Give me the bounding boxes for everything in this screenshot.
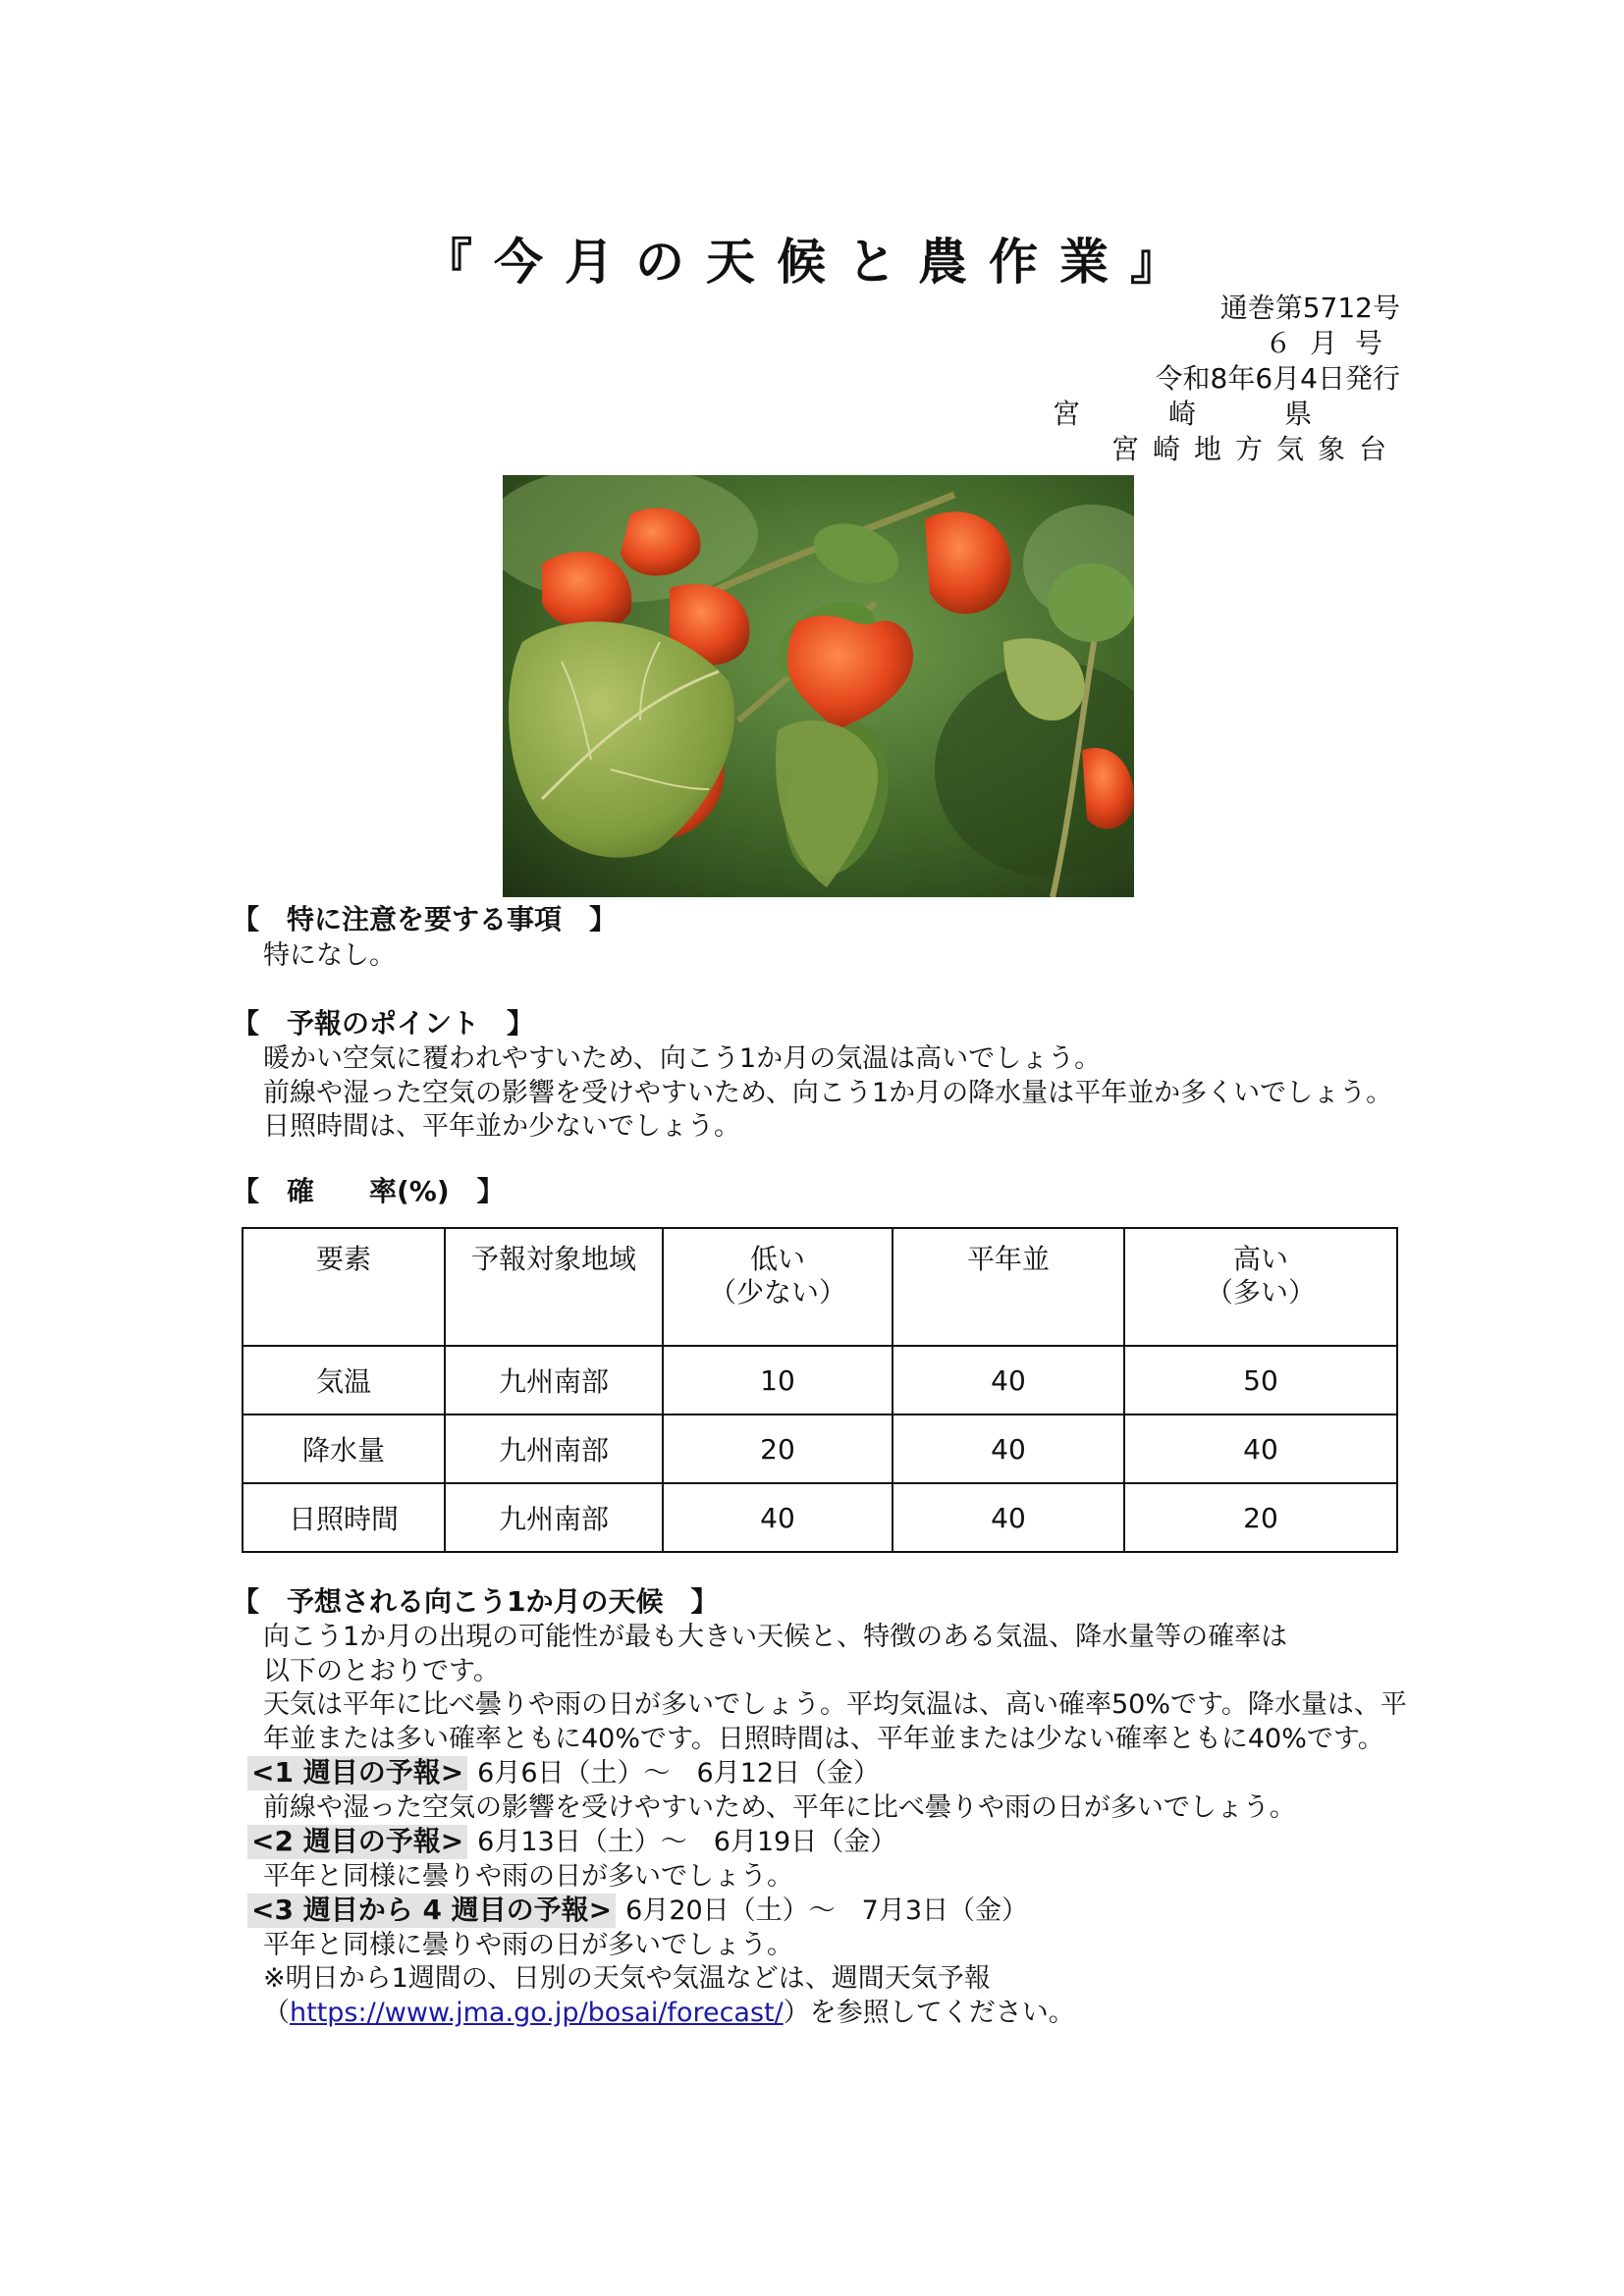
monthly-weather-heading: 【 予想される向こう1か月の天候 】 (232, 1585, 719, 1618)
normal-prob-cell: 40 (893, 1483, 1124, 1552)
high-prob-cell: 50 (1124, 1346, 1397, 1415)
probability-heading: 【 確 率(%) 】 (232, 1175, 505, 1207)
forecast-point-line: 暖かい空気に覆われやすいため、向こう1か月の気温は高いでしょう。 (263, 1043, 1102, 1074)
region-cell: 九州南部 (445, 1415, 663, 1483)
attention-heading: 【 特に注意を要する事項 】 (232, 903, 618, 935)
column-header: 予報対象地域 (445, 1228, 663, 1346)
week-2-text: 平年と同様に曇りや雨の日が多いでしょう。 (263, 1860, 793, 1892)
intro-line: 以下のとおりです。 (263, 1655, 500, 1686)
issue-info (1053, 291, 1400, 467)
note-url-line (263, 1997, 1407, 2031)
intro-line: 年並または多い確率ともに40%です。日照時間は、平年並または少ない確率ともに40%です。 (263, 1723, 1384, 1754)
publish-date: 令和8年6月4日発行 (1155, 362, 1400, 395)
low-prob-cell: 10 (663, 1346, 893, 1415)
element-cell: 降水量 (243, 1415, 445, 1483)
forecast-point-line: 日照時間は、平年並か少ないでしょう。 (263, 1111, 740, 1142)
issue-month: ６月号 (1264, 327, 1400, 359)
column-header: 低い （少ない） (663, 1228, 893, 1346)
week-3-4-text: 平年と同様に曇りや雨の日が多いでしょう。 (263, 1929, 793, 1960)
prefecture-name: 宮崎県 (1052, 398, 1400, 430)
week-1-dates: 6月6日（土）～ 6月12日（金） (477, 1758, 881, 1789)
normal-prob-cell: 40 (893, 1415, 1124, 1483)
attention-body: 特になし。 (263, 940, 396, 971)
week-1-text: 前線や湿った空気の影響を受けやすいため、平年に比べ曇りや雨の日が多いでしょう。 (263, 1791, 1296, 1823)
probability-table (242, 1227, 1398, 1553)
note-close-text: ）を参照してください。 (783, 1997, 1075, 2028)
forecast-points-body (263, 1042, 1392, 1145)
region-cell: 九州南部 (445, 1346, 663, 1415)
element-cell: 日照時間 (243, 1483, 445, 1552)
week-3-4-header (251, 1894, 1407, 1929)
week-1-header (251, 1756, 1407, 1791)
note-open-paren: （ (263, 1997, 290, 2028)
forecast-point-line: 前線や湿った空気の影響を受けやすいため、向こう1か月の降水量は平年並か多くいでしょう。 (263, 1077, 1393, 1108)
table-row (243, 1346, 1397, 1415)
chinese-lantern-photo (503, 475, 1134, 897)
intro-line: 向こう1か月の出現の可能性が最も大きい天候と、特徴のある気温、降水量等の確率は (263, 1622, 1288, 1652)
column-header: 平年並 (893, 1228, 1124, 1346)
column-header: 高い （多い） (1124, 1228, 1397, 1346)
forecast-url-link[interactable]: https://www.jma.go.jp/bosai/forecast/ (290, 1997, 784, 2028)
week-1-label: <1 週目の予報> (247, 1756, 467, 1790)
region-cell: 九州南部 (445, 1483, 663, 1552)
office-name: 宮崎地方気象台 (1110, 433, 1400, 465)
week-3-4-dates: 6月20日（土）～ 7月3日（金） (625, 1896, 1029, 1926)
table-header-row (243, 1228, 1397, 1346)
normal-prob-cell: 40 (893, 1346, 1124, 1415)
note-line: ※明日から1週間の、日別の天気や気温などは、週間天気予報 (263, 1963, 991, 1994)
column-header: 要素 (243, 1228, 445, 1346)
intro-line: 天気は平年に比べ曇りや雨の日が多いでしょう。平均気温は、高い確率50%です。降水量は、平 (263, 1689, 1407, 1720)
issue-number: 通巻第5712号 (1219, 292, 1400, 324)
high-prob-cell: 40 (1124, 1415, 1397, 1483)
forecast-points-heading: 【 予報のポイント 】 (232, 1007, 535, 1040)
low-prob-cell: 20 (663, 1415, 893, 1483)
week-2-header (251, 1825, 1407, 1860)
element-cell: 気温 (243, 1346, 445, 1415)
high-prob-cell: 20 (1124, 1483, 1397, 1552)
low-prob-cell: 40 (663, 1483, 893, 1552)
page-title: 『今月の天候と農作業』 (423, 234, 1201, 291)
week-2-dates: 6月13日（土）～ 6月19日（金） (477, 1827, 897, 1857)
table-row (243, 1415, 1397, 1483)
week-3-4-label: <3 週目から 4 週目の予報> (247, 1894, 616, 1928)
monthly-weather-body (251, 1621, 1407, 2030)
week-2-label: <2 週目の予報> (247, 1825, 467, 1859)
table-row (243, 1483, 1397, 1552)
